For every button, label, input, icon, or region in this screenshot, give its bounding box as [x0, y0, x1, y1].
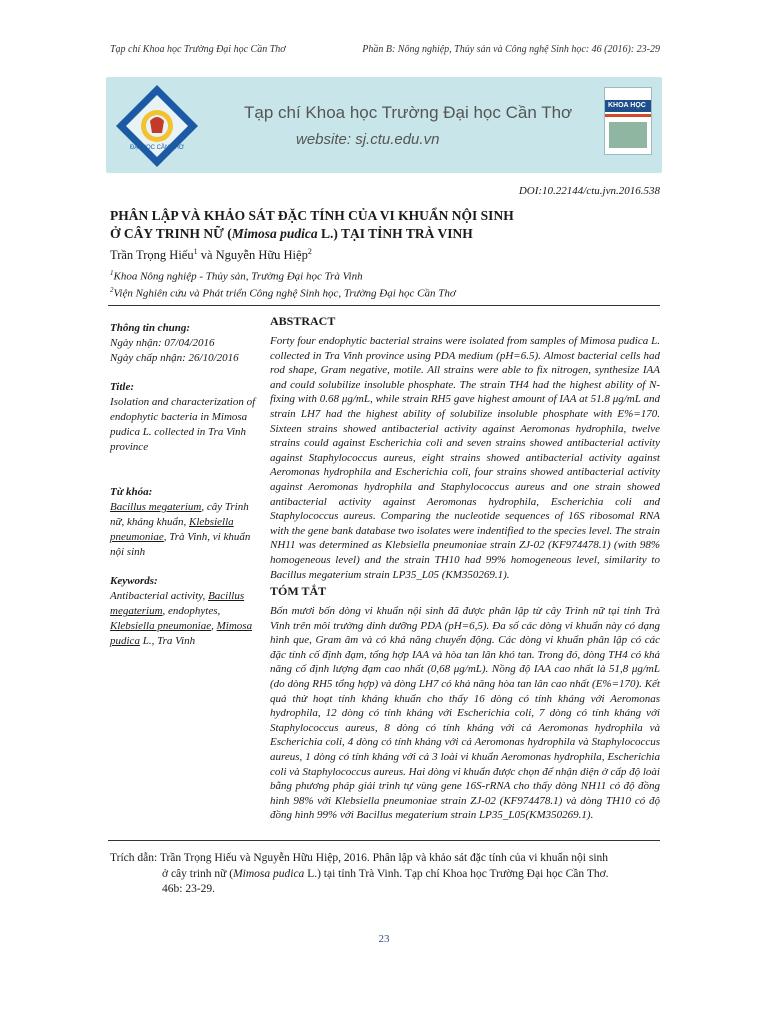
banner-title: Tạp chí Khoa học Trường Đại học Cần Thơ: [244, 103, 573, 122]
university-logo-icon: [114, 83, 200, 169]
doi[interactable]: DOI:10.22144/ctu.jvn.2016.538: [518, 185, 660, 197]
english-title-heading: Title:: [110, 381, 135, 393]
citation: [110, 851, 660, 898]
en-keywords-heading: Keywords:: [110, 575, 158, 587]
title-line-1: PHÂN LẬP VÀ KHẢO SÁT ĐẶC TÍNH CỦA VI KHUẨN NỘI SINH: [110, 208, 514, 223]
abstract-text: Forty four endophytic bacterial strains were isolated from samples of Mimosa pudica L. collected in Tra Vinh province using PDA medium (pH=6.5). Almost bacterial cells had rod shape, Gram negative, motile. All strains were able to fix nitrogen, synthesize IAA and could solubilize insoluble phosphate. The strain TH4 had the highest ability of N-fixing with 0.68 μg/mL, while strain RH5 gave highest amount of IAA at 51.8 μg/mL and strain LH7 had the highest ability of solubilize insoluble phosphate with E%=170. Sixteen strains showed antibacterial activity against Aeromonas hydrophila, twelve strains could against Escherichia coli and seven strains showed antibacterial activity against Staphylococcus aureus, eight strains showed antibacterial activity against Aeromonas hydrophila and Escherichia coli, four strains showed antibacterial activity against Aeromonas hydrophila and Staphylococcus aureus and one strain showed antibacterial activity against Aeromonas hydrophila, Escherichia coli and Staphylococcus aureus. Comparing the nucleotide sequences of 16S ribosomal RNA with the gene bank database two isolates were indentified to the species level. The strain NH11 was determined as Klebsiella pneumoniae strain ZJ-02 (KF974478.1) (with 98% homogeneous level) and the strain TH10 had 99% homogeneous level, similarity to Bacillus megaterium strain LP35_L05 (KM350269.1).: [270, 335, 660, 581]
accepted-date: Ngày chấp nhận: 26/10/2016: [110, 352, 239, 364]
journal-banner: [106, 77, 662, 173]
info-heading: Thông tin chung:: [110, 322, 191, 334]
citation-line-2: ở cây trinh nữ (Mimosa pudica L.) tại tỉnh Trà Vinh. Tạp chí Khoa học Trường Đại học Cần Thơ.: [162, 867, 609, 880]
citation-line-3: 46b: 23-29.: [162, 883, 216, 895]
abstract-heading: ABSTRACT: [270, 314, 336, 328]
page-number: 23: [378, 933, 390, 945]
affiliation-2: $^2$Viện Nghiên cứu và Phát triển Công nghệ Sinh học, Trường Đại học Cần Thơ: [110, 286, 456, 300]
journal-cover-thumbnail: [604, 87, 652, 155]
tomtat-text: Bốn mươi bốn dòng vi khuẩn nội sinh đã được phân lập từ cây Trinh nữ tại tỉnh Trà Vinh trên môi trường dinh dưỡng PDA (pH=6,5). Đa số các dòng vi khuẩn này có dạng hình que, Gram âm và có khả năng chuyển động. Các dòng vi khuẩn phân lập có các đặc tính cố định đạm, tổng hợp IAA và hòa tan lân khó tan. Trong đó, dòng TH4 có khả năng cố định lượng đạm cao nhất (0,68 μg/mL). Nồng độ IAA cao nhất là 51,8 μg/mL (do dòng RH5 tổng hợp) và dòng LH7 có khả năng hòa tan lân cao nhất (E%=170). Kết quả thử hoạt tính kháng khuẩn cho thấy 16 dòng có tính kháng với Aeromonas hydrophila, 12 dòng có tính kháng với Escherichia coli, 7 dòng có tính kháng với Staphylococcus aureus, 8 dòng có tính kháng với cả Aeromonas hydrophila và Escherichia coli, 4 dòng có tính kháng với cả Aeromonas hydrophila và Staphylococcus aureus, 1 dòng có tính kháng với cả 3 loài vi khuẩn Aeromonas hydrophila, Escherichia coli và Staphylococcus aureus. Hai dòng vi khuẩn được chọn để nhận diện ở cấp độ loài bằng phương pháp giải trình tự vùng gene 16S-rRNA cho thấy dòng NH11 có độ đồng hình 98% với Klebsiella pneumoniae strain ZJ-02 (KF974478.1) và dòng TH10 có độ đồng hình 99% với Bacillus megaterium strain LP35_L05(KM350269.1).: [270, 605, 660, 822]
vietnamese-keywords: Từ khóa: Bacillus megaterium, cây Trinh nữ, kháng khuẩn, Klebsiella pneumoniae, Trà Vinh, vi khuẩn nội sinh: [110, 485, 258, 560]
title-line-2: Ở CÂY TRINH NỮ (Mimosa pudica L.) TẠI TỈNH TRÀ VINH: [110, 226, 473, 241]
received-date: Ngày nhận: 07/04/2016: [110, 337, 215, 349]
tomtat-heading: TÓM TẮT: [270, 584, 327, 598]
authors: Trần Trọng Hiếu$^1$ và Nguyễn Hữu Hiệp$^2$: [110, 247, 312, 263]
affiliation-1: $^1$Khoa Nông nghiệp - Thủy sản, Trường Đại học Trà Vinh: [110, 269, 363, 283]
paper-title: [110, 207, 514, 243]
vi-keywords-heading: Từ khóa:: [110, 486, 153, 498]
tomtat-section: [270, 584, 660, 823]
logo-text: ĐẠI HỌC CẦN THƠ: [129, 145, 185, 151]
author-2: Nguyễn Hữu Hiệp: [215, 248, 308, 263]
citation-line-1: Trích dẫn: Trần Trọng Hiếu và Nguyễn Hữu Hiệp, 2016. Phân lập và khảo sát đặc tính của vi khuẩn nội sinh: [110, 852, 609, 864]
cover-title: KHOA HỌC: [608, 102, 646, 109]
divider-bottom: [108, 840, 660, 841]
running-header-journal: Tạp chí Khoa học Trường Đại học Cần Thơ: [110, 44, 286, 55]
banner-website[interactable]: website: sj.ctu.edu.vn: [296, 131, 440, 148]
abstract-section: [270, 314, 660, 582]
article-info: [110, 321, 258, 366]
divider-top: [108, 305, 660, 306]
author-1: Trần Trọng Hiếu: [110, 248, 194, 263]
running-header-section: Phần B: Nông nghiệp, Thủy sản và Công nghệ Sinh học: 46 (2016): 23-29: [362, 44, 660, 55]
english-title-block: [110, 380, 258, 455]
english-title-text: Isolation and characterization of endophytic bacteria in Mimosa pudica L. collected in Tra Vinh province: [110, 396, 256, 453]
english-keywords: Keywords: Antibacterial activity, Bacillus megaterium, endophytes, Klebsiella pneumoniae, Mimosa pudica L., Tra Vinh: [110, 574, 258, 649]
